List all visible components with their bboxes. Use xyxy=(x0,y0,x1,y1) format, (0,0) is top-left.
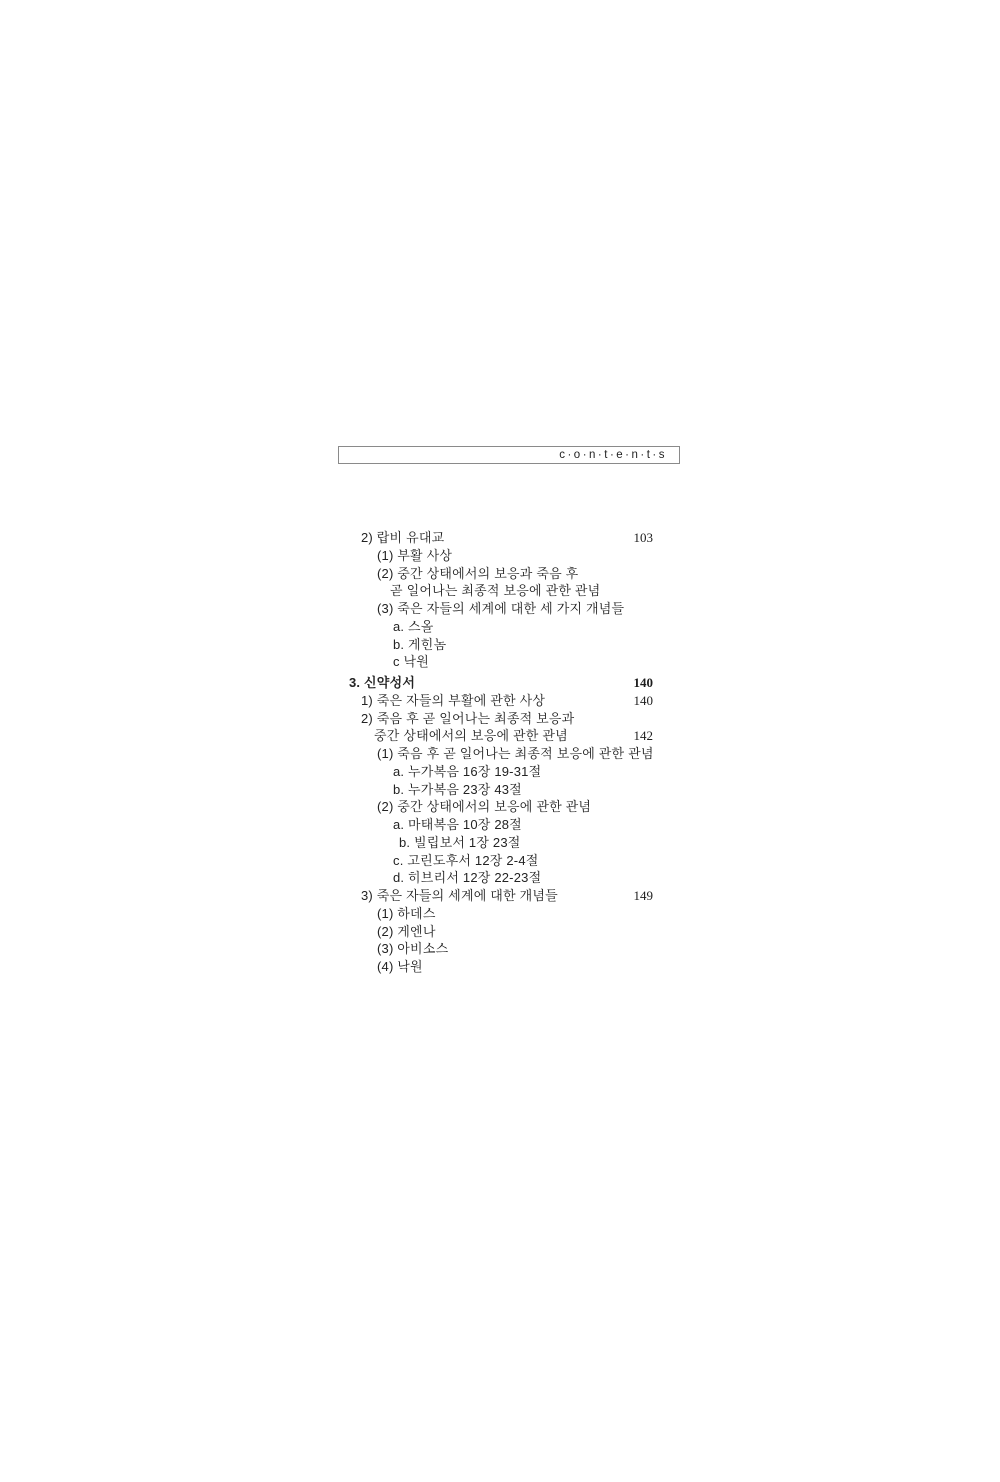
toc-entry-page: 103 xyxy=(633,530,653,545)
toc-list xyxy=(0,529,1000,976)
toc-entry-text: (1) 죽음 후 곧 일어나는 최종적 보응에 관한 관념 xyxy=(377,746,654,761)
toc-entry-text: (1) 부활 사상 xyxy=(377,547,453,563)
toc-row xyxy=(0,834,1000,852)
toc-row xyxy=(0,905,1000,923)
toc-row xyxy=(0,958,1000,976)
toc-row xyxy=(0,653,1000,671)
toc-entry-text: (2) 중간 상태에서의 보응에 관한 관념 xyxy=(377,799,592,815)
toc-entry-text: (1) 하데스 xyxy=(377,905,436,921)
toc-entry-text: c 낙원 xyxy=(393,654,430,670)
toc-row xyxy=(0,852,1000,870)
toc-row xyxy=(0,582,1000,600)
toc-row xyxy=(0,710,1000,728)
toc-entry-text: d. 히브리서 12장 22-23절 xyxy=(393,870,542,886)
toc-row xyxy=(0,940,1000,958)
toc-entry-page: 140 xyxy=(633,675,653,690)
toc-row xyxy=(0,565,1000,583)
toc-entry-text: a. 스올 xyxy=(393,618,434,634)
toc-row xyxy=(0,727,1000,745)
toc-row xyxy=(0,887,1000,905)
toc-row xyxy=(0,674,1000,692)
toc-entry-text: b. 누가복음 23장 43절 xyxy=(393,781,522,797)
toc-row xyxy=(0,547,1000,565)
toc-entry-page: 149 xyxy=(633,888,653,903)
toc-row xyxy=(0,600,1000,618)
toc-entry-text: 2) 죽음 후 곧 일어나는 최종적 보응과 xyxy=(361,710,575,726)
toc-entry-text: b. 게힌놈 xyxy=(393,636,447,652)
toc-row xyxy=(0,636,1000,654)
toc-row xyxy=(0,618,1000,636)
toc-entry-text: (4) 낙원 xyxy=(377,959,423,974)
toc-entry-text: 중간 상태에서의 보응에 관한 관념 xyxy=(374,728,568,744)
toc-row xyxy=(0,869,1000,887)
toc-row xyxy=(0,692,1000,710)
toc-entry-page: 140 xyxy=(633,692,653,708)
toc-row xyxy=(0,798,1000,816)
toc-entry-text: (2) 게엔나 xyxy=(377,923,436,939)
toc-row xyxy=(0,816,1000,834)
toc-row xyxy=(0,781,1000,799)
toc-entry-text: 곧 일어나는 최종적 보응에 관한 관념 xyxy=(390,583,601,599)
toc-entry-text: a. 누가복음 16장 19-31절 xyxy=(393,763,542,779)
toc-entry-text: (2) 중간 상태에서의 보응과 죽음 후 xyxy=(377,565,579,581)
toc-row xyxy=(0,529,1000,547)
toc-entry-text: a. 마태복음 10장 28절 xyxy=(393,817,522,832)
toc-entry-page: 142 xyxy=(633,728,653,744)
toc-entry-text: 3) 죽은 자들의 세계에 대한 개념들 xyxy=(361,888,558,903)
toc-entry-text: 2) 랍비 유대교 xyxy=(361,530,445,545)
toc-row xyxy=(0,763,1000,781)
toc-entry-text: 3. 신약성서 xyxy=(349,675,416,690)
toc-row xyxy=(0,923,1000,941)
toc-entry-text: 1) 죽은 자들의 부활에 관한 사상 xyxy=(361,692,546,708)
toc-entry-text: (3) 아비소스 xyxy=(377,941,449,957)
toc-entry-text: c. 고린도후서 12장 2-4절 xyxy=(393,852,539,868)
toc-entry-text: b. 빌립보서 1장 23절 xyxy=(399,834,521,850)
contents-header-box xyxy=(338,446,680,464)
toc-entry-text: (3) 죽은 자들의 세계에 대한 세 가지 개념들 xyxy=(377,601,625,616)
contents-header-label: c·o·n·t·e·n·t·s xyxy=(559,449,667,461)
toc-row xyxy=(0,745,1000,763)
